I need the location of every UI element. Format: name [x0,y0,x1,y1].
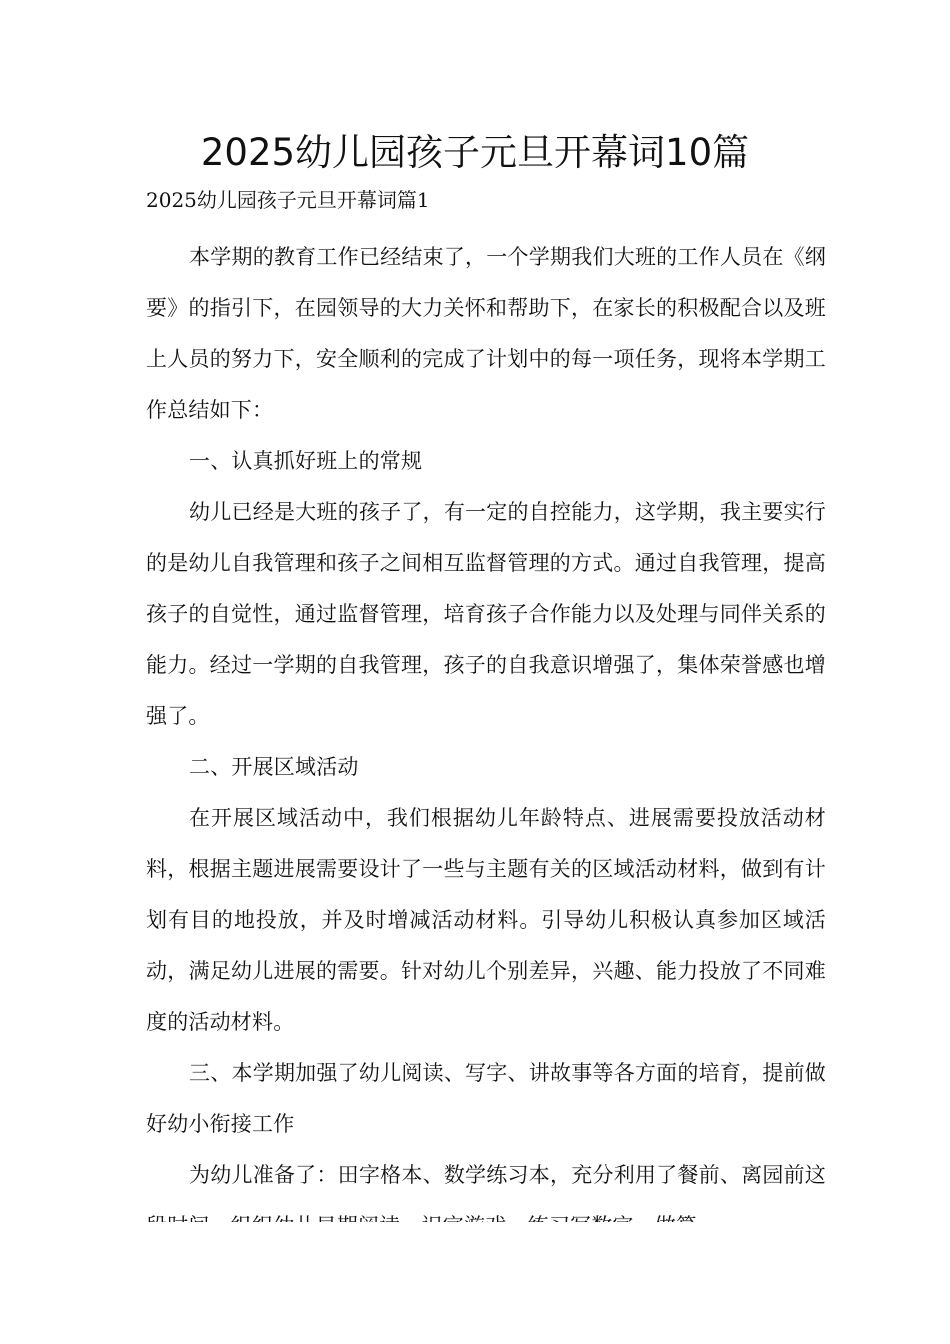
paragraph-preparation: 为幼儿准备了：田字格本、数学练习本，充分利用了餐前、离园前这 [189,1163,826,1187]
paragraph-routine: 幼儿已经是大班的孩子了，有一定的自控能力，这学期，我主要实行的是幼儿自我管理和孩子之间相互监督管理的方式。通过自我管理，提高孩子的自觉性，通过监督管理，培育孩子合作能力以及处理与同伴关系的能力。经过一学期的自我管理，孩子的自我意识增强了，集体荣誉感也增强了。 [146,500,826,728]
section-heading-2: 二、开展区域活动 [189,755,359,779]
document-body [146,232,826,1252]
page-bottom-margin [0,1222,950,1344]
section-subtitle: 2025幼儿园孩子元旦开幕词篇1 [146,188,430,212]
paragraph-intro: 本学期的教育工作已经结束了，一个学期我们大班的工作人员在《纲要》的指引下，在园领导的大力关怀和帮助下，在家长的积极配合以及班上人员的努力下，安全顺利的完成了计划中的每一项任务，现将本学期工作总结如下： [146,245,826,422]
section-heading-3: 三、本学期加强了幼儿阅读、写字、讲故事等各方面的培育，提前做好幼小衔接工作 [146,1061,826,1136]
document-title: 2025幼儿园孩子元旦开幕词10篇 [200,131,750,174]
section-heading-1: 一、认真抓好班上的常规 [189,449,423,473]
paragraph-area-activities: 在开展区域活动中，我们根据幼儿年龄特点、进展需要投放活动材料，根据主题进展需要设计了一些与主题有关的区域活动材料，做到有计划有目的地投放，并及时增减活动材料。引导幼儿积极认真参加区域活动，满足幼儿进展的需要。针对幼儿个别差异，兴趣、能力投放了不同难度的活动材料。 [146,806,826,1034]
